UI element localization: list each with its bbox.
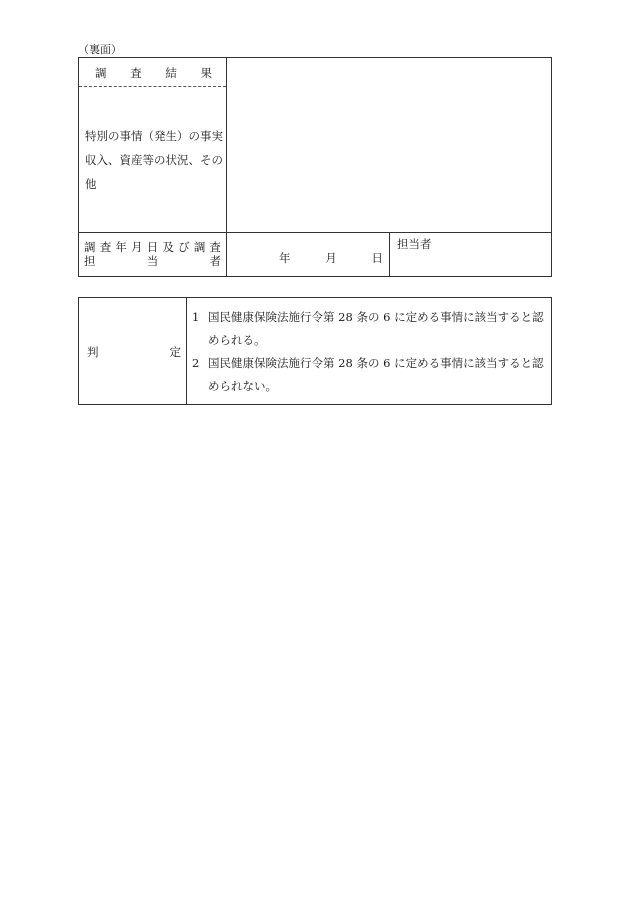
investigation-date-staff-label	[84, 240, 221, 268]
description-line: 他	[85, 177, 97, 191]
staff-column-divider	[389, 232, 390, 277]
option-number: 2	[192, 356, 200, 370]
date-header-char: 担	[84, 254, 96, 268]
option-text: 国民健康保険法施行令第 28 条の 6 に定める事情に該当すると認められない。	[208, 356, 544, 393]
judgment-option-applicable[interactable]	[192, 306, 550, 352]
option-number: 1	[192, 310, 200, 324]
year-unit: 年	[279, 251, 291, 265]
header-char: 査	[130, 66, 142, 80]
date-header-char: 月	[131, 240, 143, 254]
judgment-table	[78, 297, 552, 405]
special-circumstances-label	[85, 124, 225, 196]
column-divider	[186, 298, 187, 404]
page-side-caption: （裏面）	[78, 43, 122, 56]
header-char: 果	[200, 66, 212, 80]
date-header-char: び	[178, 240, 190, 254]
judgment-option-not-applicable[interactable]	[192, 352, 550, 398]
date-header-char: 調	[84, 240, 96, 254]
staff-label: 担当者	[397, 237, 432, 251]
judgment-char: 定	[169, 345, 181, 359]
date-header-char: 査	[99, 240, 112, 254]
judgment-options	[192, 306, 550, 398]
month-unit: 月	[325, 251, 337, 265]
column-divider	[226, 58, 227, 276]
description-line: 特別の事情（発生）の事実	[85, 129, 223, 143]
date-header-char: 当	[146, 254, 159, 268]
date-header-char: 日	[146, 240, 159, 254]
date-header-char: 及	[162, 240, 174, 254]
dashed-divider	[79, 86, 226, 87]
header-char: 調	[95, 66, 107, 80]
judgment-char: 判	[87, 345, 99, 359]
date-header-char: 査	[209, 240, 221, 254]
option-text: 国民健康保険法施行令第 28 条の 6 に定める事情に該当すると認められる。	[208, 310, 544, 347]
investigation-date-field[interactable]	[279, 250, 383, 266]
header-char: 結	[165, 66, 177, 80]
description-line: 収入、資産等の状況、その	[85, 153, 223, 167]
investigation-table	[78, 57, 552, 277]
date-header-char: 年	[115, 240, 127, 254]
date-header-char: 調	[193, 240, 206, 254]
judgment-label	[87, 344, 181, 360]
investigation-result-header	[79, 65, 226, 81]
date-header-char: 者	[209, 254, 221, 268]
row-divider	[79, 232, 551, 233]
day-unit: 日	[371, 251, 383, 265]
